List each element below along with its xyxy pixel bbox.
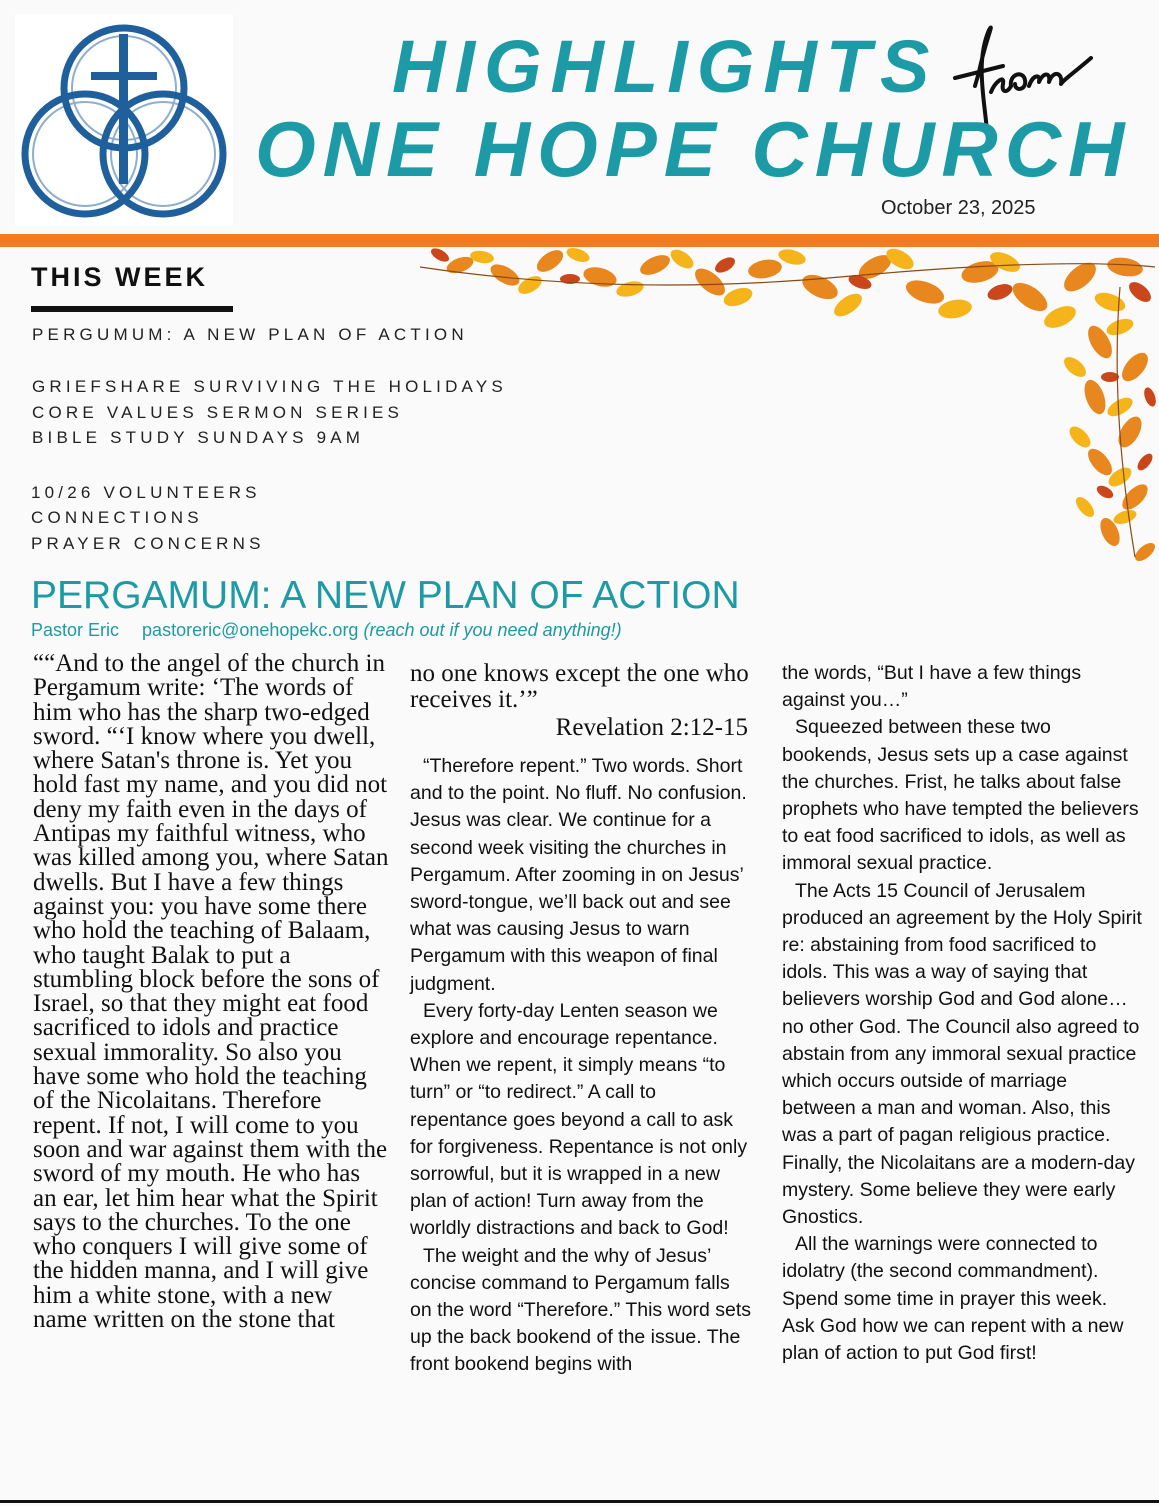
this-week-item: 10/26 VOLUNTEERS	[31, 483, 261, 502]
this-week-heading: THIS WEEK	[31, 262, 209, 292]
article-paragraph: The Acts 15 Council of Jerusalem produced an agreement by the Holy Spirit re: abstaining from food sacrificed to idols. This was a way of saying that believers worship God and God alone…no other God. The Council also agreed to abstain from any immoral sexual practice which occurs outside of marriage between a man and woman. Also, this was a part of pagan religious practice. Finally, the Nicolaitans are a modern-day mystery. Some believe they were early Gnostics.	[782, 879, 1142, 1229]
author-name: Pastor Eric	[31, 620, 120, 640]
article-column-2	[410, 753, 755, 1379]
article-paragraph: The weight and the why of Jesus’ concise command to Pergamum falls on the word “Therefore.” This word sets up the back bookend of the issue. The front bookend begins with	[410, 1244, 752, 1376]
article-paragraph: All the warnings were connected to idolatry (the second commandment). Spend some time in prayer this week. Ask God how we can repent with a new plan of action to put God first!	[782, 1233, 1124, 1365]
scripture-passage: ““And to the angel of the church in Pergamum write: ‘The words of him who has the sharp two-edged sword. “‘I know where you dwell, where Satan's throne is. Yet you hold fast my name, and you did not deny my faith even in the days of Antipas my faithful witness, who was killed among you, where Satan dwells. But I have a few things against you: you have some there who hold the teaching of Balaam, who taught Balak to put a stumbling block before the sons of Israel, so that they might eat food sacrificed to idols and practice sexual immorality. So also you have some who hold the teaching of the Nicolaitans. Therefore repent. If not, I will come to you soon and war against them with the sword of my mouth. He who has an ear, let him hear what the Spirit says to the churches. To the one who conquers I will give some of the hidden manna, and I will give him a white stone, with a new name written on the stone that	[33, 650, 389, 1334]
article-paragraph: Squeezed between these two bookends, Jesus sets up a case against the churches. Frist, he talks about false prophets who have tempted the believers to eat food sacrificed to idols, as well as immoral sexual practice.	[782, 716, 1139, 875]
scripture-passage-continued: no one knows except the one who receives it.’”	[410, 660, 749, 713]
header-divider	[0, 234, 1159, 247]
this-week-item: PRAYER CONCERNS	[31, 534, 265, 553]
this-week-item: GRIEFSHARE SURVIVING THE HOLIDAYS	[32, 377, 507, 396]
church-logo	[15, 14, 233, 226]
title-highlights: HIGHLIGHTS	[392, 25, 939, 108]
this-week-underline	[31, 306, 233, 312]
article-paragraph: Every forty-day Lenten season we explore and encourage repentance. When we repent, it simply means “to turn” or “to redirect.” A call to repentance goes beyond a call to ask for forgiveness. Repentance is not only sorrowful, but it is wrapped in a new plan of action! Turn away from the worldly distractions and back to God!	[410, 999, 748, 1240]
cross-circles-icon	[15, 14, 233, 226]
scripture-reference: Revelation 2:12-15	[555, 714, 748, 741]
author-email-link[interactable]: pastoreric@onehopekc.org	[142, 620, 359, 640]
this-week-item: CORE VALUES SERMON SERIES	[32, 403, 404, 422]
footer-divider	[0, 1500, 1159, 1503]
article-column-3	[782, 660, 1142, 1367]
this-week-item: BIBLE STUDY SUNDAYS 9AM	[32, 428, 365, 447]
this-week-item: CONNECTIONS	[31, 508, 203, 527]
this-week-item: PERGUMUM: A NEW PLAN OF ACTION	[32, 325, 468, 344]
article-paragraph: “Therefore repent.” Two words. Short and to the point. No fluff. No confusion. Jesus was clear. We continue for a second week visiting the churches in Pergamum. After zooming in on Jesus’ sword-tongue, we’ll back out and see what was causing Jesus to warn Pergamum with this weapon of final judgment.	[410, 755, 747, 995]
article-byline	[31, 620, 622, 641]
article-title: PERGAMUM: A NEW PLAN OF ACTION	[31, 574, 740, 617]
email-note: (reach out if you need anything!)	[363, 620, 622, 640]
article-paragraph: the words, “But I have a few things against you…”	[782, 662, 1082, 712]
title-church-name: ONE HOPE CHURCH	[255, 105, 1132, 193]
autumn-leaves-decoration	[420, 247, 1159, 567]
issue-date: October 23, 2025	[881, 197, 1036, 219]
